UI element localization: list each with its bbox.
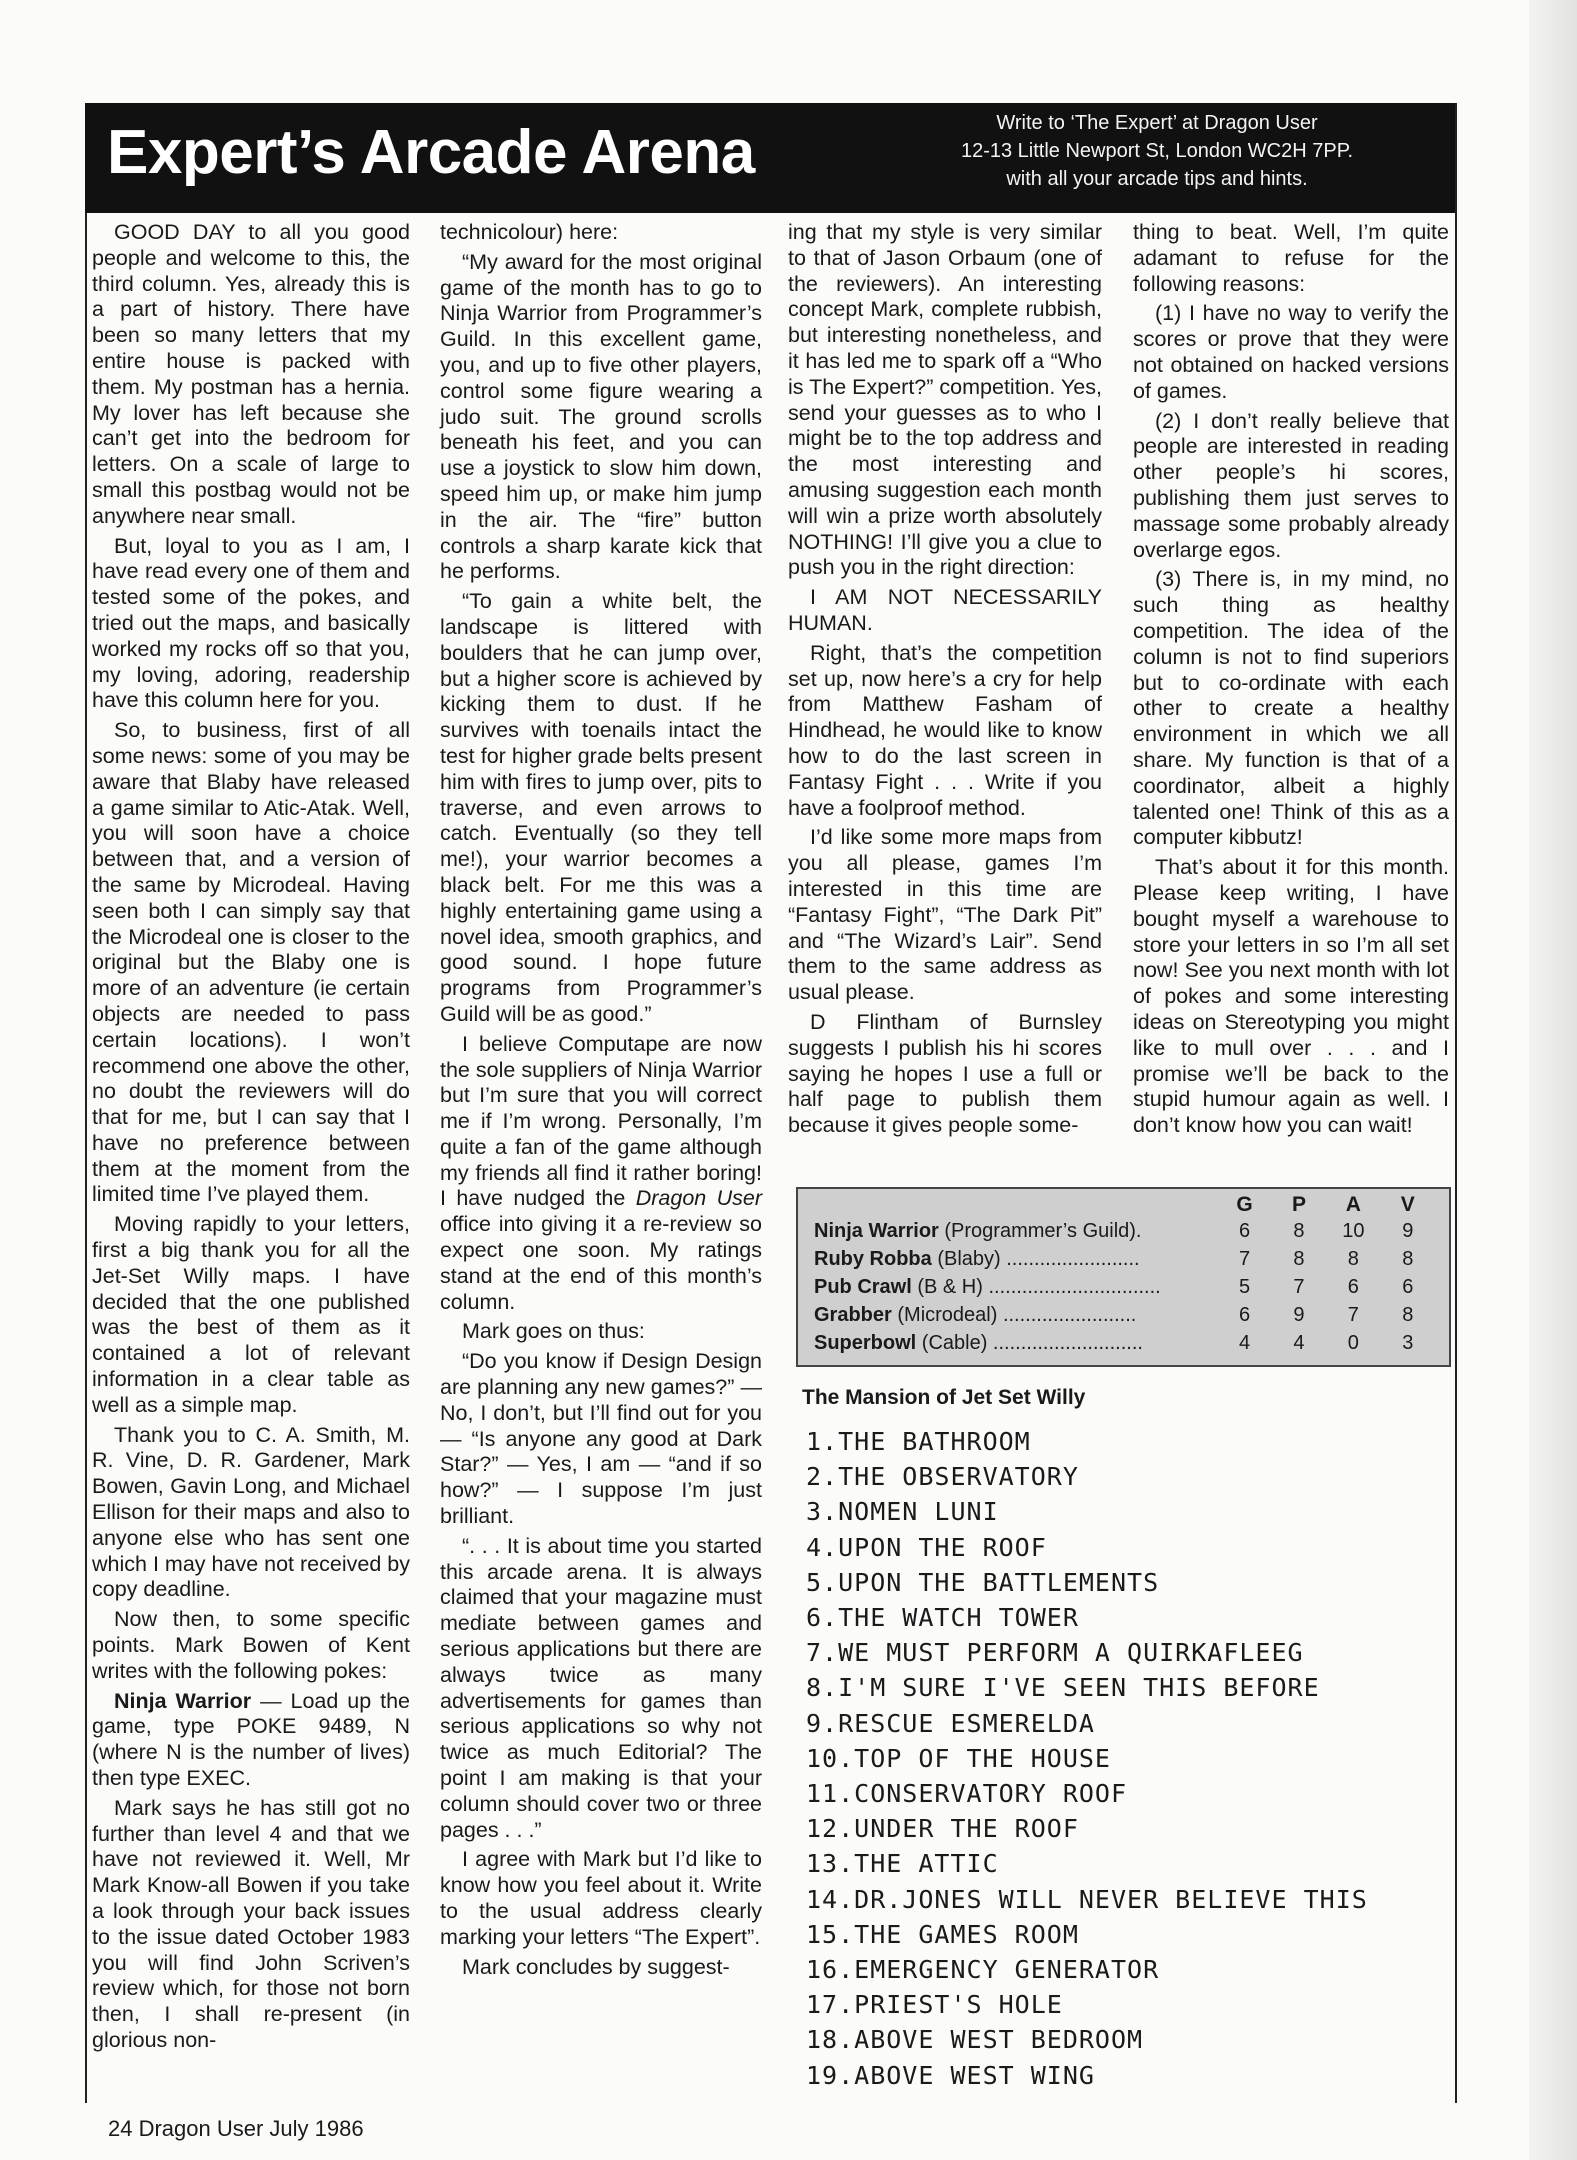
game-name xyxy=(814,1275,1217,1299)
score-playability: 8 xyxy=(1293,1220,1305,1242)
room-list-item: 2.THE OBSERVATORY xyxy=(806,1462,1079,1492)
paragraph xyxy=(92,718,410,1208)
publisher: (Cable) ........................... xyxy=(916,1332,1143,1354)
paragraph-text: That’s about it for this month. Please keep writing, I have bought myself a warehouse to store your letters in so I’m all set now! See you next month with lot of pokes and some interesting ideas on Stereotyping you might like to mull over . . . and I promise we’ll be back to the stupid humour again as well. I don’t know how you can wait! xyxy=(1133,855,1449,1138)
ratings-row xyxy=(814,1303,1435,1327)
room-list-item: 3.NOMEN LUNI xyxy=(806,1497,999,1527)
score-addictiveness: 0 xyxy=(1347,1332,1359,1354)
paragraph xyxy=(440,1847,762,1950)
score-value: 8 xyxy=(1402,1248,1414,1270)
paragraph-text: I AM NOT NECESSARILY HUMAN. xyxy=(788,585,1102,635)
game-title: Pub Crawl xyxy=(814,1276,912,1298)
publisher: (B & H) ............................... xyxy=(911,1276,1161,1298)
room-list-item: 18.ABOVE WEST BEDROOM xyxy=(806,2025,1144,2055)
game-name xyxy=(814,1247,1217,1271)
paragraph xyxy=(1133,567,1449,851)
score-playability: 8 xyxy=(1293,1248,1305,1270)
paragraph-text: “. . . It is about time you started this arcade arena. It is always claimed that your magazine must mediate between games and serious applications but there are always twice as many advertisements for games than serious applications so why not twice as much Editorial? The point I am making is that your column should cover two or three pages . . .” xyxy=(440,1533,762,1842)
room-list-item: 13.THE ATTIC xyxy=(806,1849,999,1879)
paragraph-text: I believe Computape are now the sole suppliers of Ninja Warrior but I’m sure that you will correct me if I’m wrong. Personally, I’m quite a fan of the game although my friends all find it rather boring! I have nudged the xyxy=(440,1031,762,1211)
game-name xyxy=(814,1331,1217,1355)
room-list-item: 14.DR.JONES WILL NEVER BELIEVE THIS xyxy=(806,1884,1368,1914)
room-list-item: 8.I'M SURE I'VE SEEN THIS BEFORE xyxy=(806,1673,1320,1703)
paragraph-text: “Do you know if Design Design are planning any new games?” — No, I don’t, but I’ll find out for you — “Is anyone any good at Dark Star?” — Yes, I am — “and if so how?” — I suppose I’m just brilliant. xyxy=(440,1349,762,1529)
paragraph xyxy=(1133,301,1449,404)
column-2 xyxy=(440,220,762,1984)
column-4 xyxy=(1133,220,1449,1143)
game-title: Grabber xyxy=(814,1304,892,1326)
paragraph-text: “My award for the most original game of the month has to go to Ninja Warrior from Programmer’s Guild. In this excellent game, you, and up to five other players, control some figure wearing a judo suit. The ground scrolls beneath his feet, and you can use a joystick to slow him down, speed him up, or make him jump in the air. The “fire” button controls a sharp karate kick that he performs. xyxy=(440,249,762,584)
italic-text: Dragon User xyxy=(635,1186,762,1211)
paragraph xyxy=(92,1212,410,1418)
room-list-item: 16.EMERGENCY GENERATOR xyxy=(806,1955,1160,1985)
paragraph xyxy=(92,1689,410,1792)
score-graphics: 6 xyxy=(1238,1304,1251,1326)
page-footer: 24 Dragon User July 1986 xyxy=(108,2116,364,2141)
paragraph xyxy=(440,1534,762,1844)
room-list-item: 17.PRIEST'S HOLE xyxy=(806,1990,1063,2020)
room-list-item: 10.TOP OF THE HOUSE xyxy=(806,1743,1111,1773)
ratings-header xyxy=(814,1193,1435,1217)
ratings-row xyxy=(814,1247,1435,1271)
paragraph xyxy=(92,1796,410,2054)
paragraph xyxy=(92,1423,410,1604)
score-graphics: 6 xyxy=(1238,1220,1251,1242)
game-name xyxy=(814,1303,1217,1327)
paragraph xyxy=(1133,409,1449,564)
score-playability: 7 xyxy=(1293,1276,1305,1298)
room-list-item: 12.UNDER THE ROOF xyxy=(806,1814,1079,1844)
game-title: Ninja Warrior xyxy=(814,1220,939,1242)
score-graphics: 7 xyxy=(1238,1248,1251,1270)
header-graphics: G xyxy=(1236,1193,1253,1216)
paragraph-text: ing that my style is very similar to that of Jason Orbaum (one of the reviewers). An interesting concept Mark, complete rubbish, but interesting nonetheless, and it has led me to spark off a “Who is The Expert?” competition. Yes, send your guesses as to who I might be to the top address and the most interesting and amusing suggestion each month will win a prize worth absolutely NOTHING! I’ll give you a clue to push you in the right direction: xyxy=(788,220,1102,580)
score-graphics: 5 xyxy=(1238,1276,1251,1298)
score-addictiveness: 6 xyxy=(1347,1276,1359,1298)
room-list-item: 19.ABOVE WEST WING xyxy=(806,2060,1095,2090)
paragraph-text: — Load up the game, type POKE 9489, N (where N is the number of lives) then type EXEC. xyxy=(92,1688,410,1791)
ratings-row xyxy=(814,1219,1435,1243)
score-value: 3 xyxy=(1402,1332,1414,1354)
paragraph xyxy=(440,220,762,246)
paragraph xyxy=(1133,855,1449,1139)
address-line: with all your arcade tips and hints. xyxy=(1006,168,1308,190)
score-addictiveness: 8 xyxy=(1347,1248,1359,1270)
paragraph xyxy=(1133,220,1449,297)
score-playability: 9 xyxy=(1293,1304,1305,1326)
paragraph xyxy=(788,585,1102,637)
paragraph xyxy=(788,641,1102,822)
paragraph-text: I’d like some more maps from you all please, games I’m interested in this time are “Fantasy Fight”, “The Dark Pit” and “The Wizard’s Lair”. Send them to the same address as usual please. xyxy=(788,825,1102,1005)
score-value: 6 xyxy=(1402,1276,1414,1298)
address-block xyxy=(877,109,1437,193)
header-value: V xyxy=(1400,1193,1415,1216)
paragraph-text: Mark says he has still got no further than level 4 and that we have not reviewed it. Well, Mr Mark Know-all Bowen if you take a look through your back issues to the issue dated October 1983 you will find John Scriven’s review which, for those not born then, I shall re-present (in glorious non- xyxy=(92,1795,410,2052)
paragraph-text: Now then, to some specific points. Mark Bowen of Kent writes with the following pokes: xyxy=(92,1607,410,1683)
room-list-item: 1.THE BATHROOM xyxy=(806,1427,1031,1456)
paragraph xyxy=(440,1955,762,1981)
paragraph-text: But, loyal to you as I am, I have read every one of them and tested some of the pokes, and tried out the maps, and basically worked my rocks off so that you, my loving, adoring, readership have this column here for you. xyxy=(92,533,410,713)
paragraph-text: office into giving it a re-review so expect one soon. My ratings stand at the end of this month’s column. xyxy=(440,1212,762,1314)
room-list-item: 9.RESCUE ESMERELDA xyxy=(806,1708,1095,1738)
paragraph xyxy=(92,534,410,715)
paragraph xyxy=(440,1032,762,1316)
publisher: (Blaby) ........................ xyxy=(931,1248,1140,1270)
paragraph-text: D Flintham of Burnsley suggests I publish his hi scores saying he hopes I use a full or half page to publish them because it gives people some- xyxy=(788,1009,1102,1138)
paragraph-text: (1) I have no way to verify the scores or prove that they were not obtained on hacked versions of games. xyxy=(1133,301,1449,403)
paragraph xyxy=(92,220,410,530)
article-title: Expert’s Arcade Arena xyxy=(107,118,755,187)
publisher: (Microdeal) ........................ xyxy=(891,1304,1137,1326)
ratings-row xyxy=(814,1331,1435,1355)
paragraph xyxy=(440,589,762,1028)
paragraph xyxy=(788,825,1102,1006)
room-list-item: 6.THE WATCH TOWER xyxy=(806,1603,1079,1633)
game-name xyxy=(814,1219,1217,1243)
score-addictiveness: 10 xyxy=(1342,1220,1365,1242)
paragraph xyxy=(440,1349,762,1530)
header-playability: P xyxy=(1291,1193,1306,1216)
room-list-item: 15.THE GAMES ROOM xyxy=(806,1919,1079,1949)
page-edge-shadow xyxy=(1529,0,1577,2160)
address-line: Write to ‘The Expert’ at Dragon User xyxy=(996,112,1318,134)
score-addictiveness: 7 xyxy=(1347,1304,1359,1326)
score-playability: 4 xyxy=(1293,1332,1305,1354)
ratings-row xyxy=(814,1275,1435,1299)
paragraph-text: Mark concludes by suggest- xyxy=(462,1954,730,1979)
address-line: 12-13 Little Newport St, London WC2H 7PP. xyxy=(960,140,1354,162)
column-1 xyxy=(92,220,410,2058)
paragraph xyxy=(92,1607,410,1684)
ratings-table xyxy=(796,1187,1451,1367)
mansion-title: The Mansion of Jet Set Willy xyxy=(802,1386,1086,1409)
paragraph xyxy=(788,220,1102,581)
paragraph xyxy=(440,1319,762,1345)
score-value: 8 xyxy=(1402,1304,1414,1326)
paragraph xyxy=(440,250,762,585)
header-addictiveness: A xyxy=(1345,1193,1361,1216)
score-graphics: 4 xyxy=(1238,1332,1251,1354)
paragraph-text: (2) I don’t really believe that people are interested in reading other people’s hi scores, publishing them just serves to massage some probably already overlarge egos. xyxy=(1133,408,1449,562)
paragraph-text: (3) There is, in my mind, no such thing as healthy competition. The idea of the column is not to find superiors but to co-ordinate with each other to create a healthy environment in which we all share. My function is that of a coordinator, albeit a highly talented one! Think of this as a computer kibbutz! xyxy=(1133,567,1449,850)
room-list-item: 5.UPON THE BATTLEMENTS xyxy=(806,1567,1160,1597)
room-list-item: 7.WE MUST PERFORM A QUIRKAFLEEG xyxy=(806,1638,1304,1668)
paragraph-text: “To gain a white belt, the landscape is littered with boulders that he can jump over, but a higher score is achieved by kicking them to dust. If he survives with toenails intact the test for higher grade belts present him with fires to jump over, pits to traverse, and even arrows to catch. Eventually (so they tell me!), your warrior becomes a black belt. For me this was a highly entertaining game using a novel idea, smooth graphics, and good sound. I hope future programs from Programmer’s Guild will be as good.” xyxy=(440,589,762,1026)
room-list-item: 11.CONSERVATORY ROOF xyxy=(806,1779,1128,1809)
game-title: Superbowl xyxy=(814,1332,917,1354)
paragraph-text: Mark goes on thus: xyxy=(462,1319,645,1344)
paragraph-text: Thank you to C. A. Smith, M. R. Vine, D. R. Gardener, Mark Bowen, Gavin Long, and Michael Ellison for their maps and also to anyone else who has sent one which I may have not received by copy deadline. xyxy=(92,1422,410,1602)
mansion-room-list xyxy=(806,1424,1368,2093)
column-3 xyxy=(788,220,1102,1143)
paragraph-text: I agree with Mark but I’d like to know how you feel about it. Write to the usual address clearly marking your letters “The Expert”. xyxy=(440,1847,762,1949)
publisher: (Programmer’s Guild). xyxy=(938,1220,1142,1242)
paragraph xyxy=(788,1010,1102,1139)
paragraph-text: Moving rapidly to your letters, first a big thank you for all the Jet-Set Willy maps. I have decided that the one published was the best of them as it contained a lot of relevant information in a clear table as well as a simple map. xyxy=(92,1212,410,1417)
header-bar xyxy=(85,103,1455,213)
paragraph-text: GOOD DAY to all you good people and welcome to this, the third column. Yes, already this is a part of history. There have been so many letters that my entire house is packed with them. My postman has a hernia. My lover has left because she can’t get into the bedroom for letters. On a scale of large to small this postbag would not be anywhere near small. xyxy=(92,220,410,528)
paragraph-text: technicolour) here: xyxy=(440,220,619,244)
paragraph-text: thing to beat. Well, I’m quite adamant to refuse for the following reasons: xyxy=(1133,220,1449,296)
room-list-item: 4.UPON THE ROOF xyxy=(806,1532,1047,1562)
game-title: Ruby Robba xyxy=(814,1248,932,1270)
score-value: 9 xyxy=(1402,1220,1414,1242)
paragraph-text: So, to business, first of all some news: some of you may be aware that Blaby have released a game similar to Atic-Atak. Well, you will soon have a choice between that, and a version of the same by Microdeal. Having seen both I can simply say that the Microdeal one is closer to the original but the Blaby one is more of an adventure (ie certain objects are needed to pass certain locations). I won’t recommend one above the other, no doubt the reviewers will do that for me, but I can say that I have no preference between them at the moment from the limited time I’ve played them. xyxy=(92,718,410,1207)
paragraph-text: Right, that’s the competition set up, now here’s a cry for help from Matthew Fasham of Hindhead, he would like to know how to do the last screen in Fantasy Fight . . . Write if you have a foolproof method. xyxy=(788,640,1102,820)
bold-lead: Ninja Warrior xyxy=(114,1688,252,1713)
